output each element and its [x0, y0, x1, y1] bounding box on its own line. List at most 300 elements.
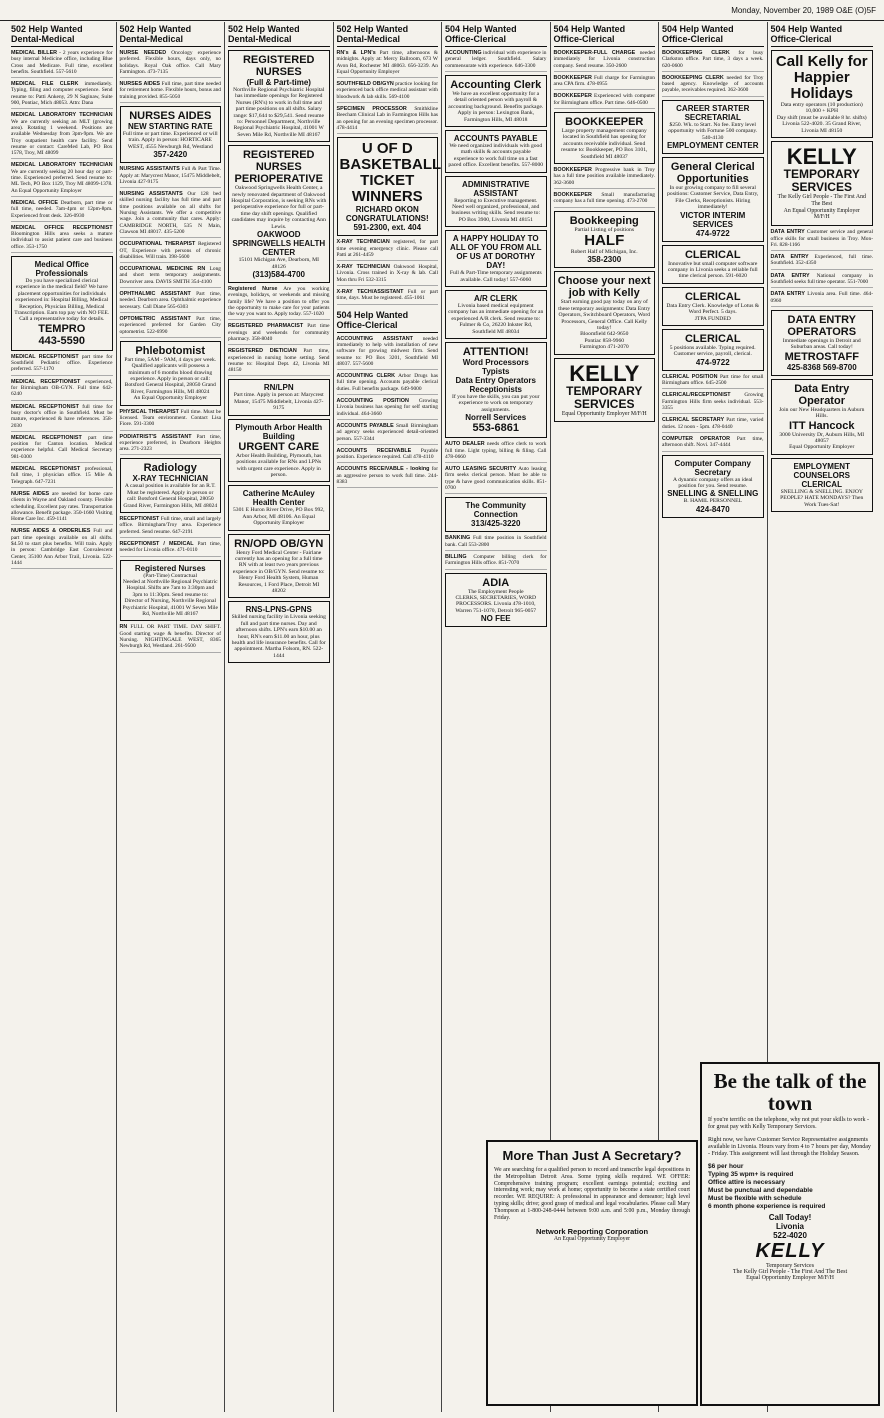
display-ad-title: Data Entry Operator — [794, 382, 850, 407]
classified-ad — [11, 81, 113, 109]
classified-ad — [120, 516, 222, 538]
display-ad — [445, 75, 547, 127]
display-ad-title: Radiology — [143, 462, 197, 475]
classified-ad-text: Dearborn, part time or full time, needed. 7am-4pm or 12pm-8pm. Experienced front desk. 326-0930 — [11, 199, 113, 219]
kelly-subtitle: TEMPORARY SERVICES — [783, 167, 860, 195]
kelly-eoe: Equal Opportunity Employer M/F/H — [561, 410, 647, 417]
display-ad — [228, 419, 330, 483]
classified-ad-text: We are currently seeking an MLT (growing area). Rotating 1 weekend. Positions are available Wednesday from 3pm-9pm. We are Troy outpatient health care facility. Send resume or contact: CareMed Lab, PO Box 1578, Troy, MI 48099 — [11, 118, 113, 157]
display-ad-title: Computer Company Secretary — [674, 458, 751, 477]
ad-list — [120, 50, 222, 103]
display-ad-body: 5 positions available. Typing required. Customer service, payroll, clerical. — [669, 345, 756, 358]
classified-ad-lead: CLERICAL/RECEPTIONIST — [662, 392, 731, 399]
classified-ad — [554, 192, 656, 208]
classified-ad-text: experienced, for Birmingham OB-GYN. Full time 642-6240 — [11, 378, 113, 398]
classified-ad — [11, 466, 113, 488]
classified-ad-lead: SPECIMEN PROCESSOR — [336, 106, 407, 113]
ad-list — [120, 516, 222, 556]
display-ad-phone: 474-9722 — [695, 228, 730, 238]
classified-ad-text: We are currently seeking 20 hour day or part-time. Experienced preferred. Send resume to: ML Tech, PO Box 1129, Troy MI 48099-1378. An Equal Opportunity Employer — [11, 168, 113, 194]
kelly-tagline: The Kelly Girl People - The First And The Best — [777, 194, 866, 207]
classified-ad-text: needed for Troy based agency. Knowledge of accounts payable, receivables required. 362-3600 — [662, 74, 764, 94]
classified-ad-lead: PHYSICAL THERAPIST — [119, 408, 179, 415]
classified-ad — [337, 239, 439, 261]
display-ad — [228, 485, 330, 530]
classified-ad — [120, 50, 222, 78]
classified-ad-lead: NURSE AIDES & ORDERLIES — [11, 528, 91, 535]
display-ad — [445, 342, 547, 438]
talk-ad-intro: If you're terrific on the telephone, why not put your skills to work - for great pay with Kelly Temporary Services. — [708, 1117, 870, 1130]
classified-ad-text: individual with experience in general ledger. Southfield. Salary commensurate with experience. 646-3300 — [445, 50, 547, 69]
classified-ad — [11, 491, 113, 525]
classified-ad-lead: MEDICAL RECEPTIONIST — [11, 403, 79, 410]
display-ad-body: Livonia based medical equipment company has an immediate opening for an experienced A/R clerk. Send resume to: Fulmer & Co, 26220 Inkster Rd, Southfield MI 48034 — [448, 302, 544, 335]
display-ad-subtitle: URGENT CARE — [238, 440, 320, 453]
display-ad — [771, 458, 874, 512]
display-ad — [445, 497, 547, 532]
ad-list — [662, 374, 764, 452]
section-heading: 502 Help Wanted Dental-Medical — [337, 22, 439, 47]
display-ad-phone: 424-8470 — [695, 504, 730, 514]
display-ad-title: REGISTERED NURSES PERIOPERATIVE — [234, 149, 323, 186]
display-ad-address: 3000 University Dr, Auburn Hills, MI 48057 — [779, 431, 865, 444]
display-ad — [662, 455, 764, 518]
display-ad — [228, 534, 330, 599]
kelly-logo-ad — [771, 141, 874, 226]
display-ad-title: CLERICAL — [684, 333, 741, 346]
classified-ad — [554, 167, 656, 189]
display-ad-body: Large property management company located in Southfield has opening for accounts receivable individual. Send resume to: Bookkeeper, PO Box 3101, Southfield MI 48037 — [561, 128, 648, 160]
classified-ad — [120, 191, 222, 238]
display-ad-body: A casual position is available for an R.T. Must be registered. Apply in person or call: Botsford General Hospital, 28050 Grand River, Farmington Hills, MI 48024 — [123, 483, 218, 509]
display-ad-name: Norrell Services — [465, 413, 527, 423]
classified-ad-text: Small manufacturing company has a full time opening. 473-2700 — [553, 192, 655, 205]
display-ad — [554, 112, 656, 164]
classified-ad-text: for busy Clarkston office. Part time, 3 days a week. 620-0600 — [662, 50, 764, 69]
ad-list — [445, 50, 547, 72]
classified-ad-text: Oakwood Hospital, Livonia. Cross trained in X-ray & lab. Call Mon thru Fri 532-3315 — [336, 264, 438, 283]
display-ad-body: Arbor Health Building, Plymouth, has positions available for RNs and LPNs with urgent care experience. Apply in person. — [236, 452, 322, 478]
display-ad-item: Typists — [482, 367, 510, 377]
classified-ad — [11, 225, 113, 253]
kelly-eoe: An Equal Opportunity Employer M/F/H — [783, 207, 860, 221]
column-2 — [117, 22, 226, 1412]
section-heading: 504 Help Wanted Office-Clerical — [662, 22, 764, 47]
display-ad-phone: 443-5590 — [38, 334, 85, 347]
section-heading: 504 Help Wanted Office-Clerical — [337, 308, 439, 333]
classified-ad — [337, 106, 439, 134]
display-ad-name: EMPLOYMENT CENTER — [666, 141, 759, 150]
display-ad — [228, 145, 330, 283]
display-ad — [554, 211, 656, 269]
classified-ad — [337, 81, 439, 103]
secretary-ad-footer: Network Reporting Corporation — [535, 1227, 649, 1237]
display-ad — [445, 176, 547, 228]
display-ad-body: Do you have specialized clerical experience in the medical field? We have placement opportunities for individuals experienced in: Hospital Billing, Medical Reception, Physician Billing, Medical Transcription. Earn top pay with NO FEE. Call a representative today for details. — [14, 278, 110, 323]
talk-ad-body: Right now, we have Customer Service Representative assignments available in Livonia. Hours vary from 4 to 7 hours per day, Monday - Friday. This assignment will last through the Holiday Season. — [708, 1137, 871, 1157]
classified-ad-lead: DATA ENTRY — [770, 254, 809, 261]
display-ad-body: Partial Listing of positions — [574, 226, 634, 233]
classified-ad — [120, 81, 222, 103]
display-ad — [554, 271, 656, 354]
classified-ad-lead: DATA ENTRY — [770, 272, 810, 279]
display-ad-subtitle: The Employment People — [467, 588, 524, 595]
classified-ad — [120, 624, 222, 652]
display-ad-office: Pontiac 858-9960 — [584, 337, 625, 344]
section-heading: 502 Help Wanted Dental-Medical — [120, 22, 222, 47]
display-ad-body: CLERKS, SECRETARIES, WORD PROCESSORS. Livonia 478-1010, Warren 751-1070, Detroit 965-0057 — [455, 594, 537, 614]
display-ad-title: Bookkeeping — [569, 214, 639, 227]
display-ad-title: ADMINISTRATIVE ASSISTANT — [462, 179, 530, 198]
display-ad-body: SNELLING & SNELLING. ENJOY PEOPLE? HATE MONDAYS? Then Work Tues-Sat! — [780, 488, 864, 508]
talk-ad-phone: 522-4020 — [773, 1231, 807, 1240]
classified-ad-lead: OPTOMETRIC ASSISTANT — [119, 315, 191, 322]
talk-ad-eoe: Equal Opportunity Employer M/F/H — [746, 1275, 834, 1281]
display-ad — [445, 130, 547, 173]
classified-ad — [11, 354, 113, 376]
classified-ad — [337, 264, 439, 286]
classified-ad — [662, 50, 764, 72]
classified-ad-lead: BANKING — [445, 535, 471, 542]
display-ad-address: Livonia 522-4020. 35 Grand River, Livonia MI 48150 — [782, 121, 862, 134]
classified-ad-text: Full charge for Farmington area CPA firm. 478-0955 — [553, 74, 655, 88]
classified-ad-text: Full time, part time needed for retirement home. Flexible hours, bonus and training provided. 855-5050 — [119, 81, 222, 100]
display-ad — [228, 601, 330, 663]
classified-ad-text: registered, for part time evening emergency clinic. Please call Patti at 261-4459 — [336, 239, 438, 258]
classified-ad-lead: NURSING ASSISTANTS — [119, 191, 183, 198]
ad-list — [337, 336, 439, 489]
ad-list — [445, 441, 547, 494]
display-ad-title: RN/OPD OB/GYN — [234, 537, 324, 550]
classified-ad — [337, 423, 439, 445]
classified-ad-lead: SOUTHFIELD OB/GYN — [336, 81, 394, 88]
classified-ad-text: Part time, varied duties. 12 noon - 5pm. 478-0440 — [662, 417, 764, 430]
display-ad-subtitle: (Full & Part-time) — [246, 78, 311, 87]
ad-list — [554, 50, 656, 109]
display-ad-body: Needed at Northville Regional Psychiatric Hospital. Shifts are 7am to 3:30pm and 3pm to 11:30pm. Send resume to: Director of Nursing, Northville Regional Psychiatric Hospital, 41001 W Seven Mile Rd, Northville MI 48167 — [122, 578, 218, 617]
display-ad-subtitle: CONGRATULATIONS! — [345, 214, 429, 224]
talk-ad-item: Must be punctual and dependable — [708, 1187, 813, 1194]
classified-ad-text: Part time, needed for Livonia office. 471-0110 — [119, 540, 221, 554]
display-ad-title: The Community Connection — [465, 501, 526, 520]
display-ad-title: Medical Office Professionals — [34, 260, 89, 279]
display-ad-title: BOOKKEEPER — [565, 116, 644, 129]
classified-ad — [445, 441, 547, 463]
display-ad-office: Farmington 471-2070 — [579, 344, 629, 351]
display-ad-body: Skilled nursing facility in Livonia seeking full and part time nurses. Day and afternoon shifts. LPN's earn $10.00 an hour, RN's earn $11.00 an hour, plus health and life insurance benefits. Call for appointment. Martha Folsom, RN. 522-1444 — [231, 614, 326, 659]
display-ad-phone: 358-2300 — [587, 255, 622, 265]
kelly-logo: KELLY — [786, 144, 857, 170]
classified-ad — [120, 541, 222, 557]
ad-list — [120, 624, 222, 652]
classified-ad-lead: RN — [119, 624, 128, 631]
display-ad-title: A/R CLERK — [473, 293, 518, 303]
display-ad-name: VICTOR INTERIM SERVICES — [680, 210, 746, 229]
display-ad-body: We have an excellent opportunity for a detail oriented person with payroll & accounting background. Benefits package. Apply in person: Lexington Bank, Farmington Hills, MI 48018 — [448, 90, 544, 123]
display-ad-item: Day shift (must be available 8 hr. shifts) — [776, 114, 867, 121]
classified-ad-lead: ACCOUNTS RECEIVABLE - looking — [336, 466, 430, 473]
display-ad-body: Data Entry Clerk. Knowledge of Lotus & Word Perfect. 5 days. — [666, 302, 760, 316]
display-ad-body: Immediate openings in Detroit and Suburban areas. Call today! — [782, 337, 861, 351]
classified-ad — [554, 50, 656, 72]
classified-ad-lead: PODIATRIST'S ASSISTANT — [119, 433, 192, 440]
classified-ad-text: Full time position in Southfield bank. Call 553-2800 — [445, 535, 547, 548]
classified-ad-lead: BOOKKEEPER — [553, 167, 592, 174]
classified-ad-lead: AUTO DEALER — [445, 441, 485, 448]
display-ad-title: U OF D BASKETBALL TICKET WINNERS — [339, 140, 442, 206]
section-heading: 504 Help Wanted Office-Clerical — [771, 22, 874, 47]
display-ad-title: Plymouth Arbor Health Building — [235, 422, 323, 441]
page-header — [0, 0, 884, 21]
display-ad-phone: 474-9722 — [695, 357, 730, 367]
classified-ad-text: practice looking for experienced back office medical assistant with bloodwork & lab skills. 569-4100 — [336, 81, 438, 100]
classified-ad-text: FULL OR PART TIME. DAY SHIFT. Good starting wage & benefits. Director of Nursing. NIGHTINGALE WEST, 8365 Newburgh Rd, Westland. 261-9500 — [119, 624, 221, 650]
display-ad-title: EMPLOYMENT COUNSELORS CLERICAL — [793, 461, 850, 489]
secretary-display-ad — [486, 1140, 698, 1406]
ad-list — [120, 166, 222, 338]
secretary-ad-body: We are searching for a qualified person to record and transcribe legal depositions in the Metropolitan Detroit Area. Some typing skills required. WE OFFER: Comprehensive training program; excellent earnings potential; exciting and interesting work; may work at home; opportunity to become a state certified court recorder. WE REQUIRE: A professional in appearance and demeanor; high level typing skills; drive; good grasp of medical and legal vocabularies. Please call Mary Thompson at 1-800-248-0444 between 9:00 a.m. and 5:00 p.m., Monday through Friday. — [494, 1167, 690, 1221]
classified-ad-lead: BOOKKEEPING CLERK — [662, 50, 730, 56]
classified-ad-text: Part time, experienced preferred for Garden City optometrist. 522-6990 — [119, 315, 221, 335]
classified-ad-lead: NURSE AIDES — [11, 490, 50, 497]
classified-ad-lead: RN's & LPN's — [336, 50, 376, 56]
classified-ad-lead: DATA ENTRY — [770, 291, 805, 298]
section-heading: 504 Help Wanted Office-Clerical — [445, 22, 547, 47]
display-ad — [662, 157, 764, 242]
classified-ad-lead: MEDICAL LABORATORY TECHNICIAN — [11, 162, 113, 169]
kelly-subtitle: TEMPORARY SERVICES — [566, 383, 643, 411]
kelly-logo: KELLY — [569, 360, 640, 386]
classified-ad-text: Arbor Drugs has full time opening. Accounts payable clerical duties. Full benefits package. 649-9000 — [336, 373, 438, 392]
display-ad — [11, 256, 113, 351]
display-ad-eoe: Equal Opportunity Employer — [789, 444, 855, 451]
classified-ad-text: Full or part time, days. Must be registered. 455-1061 — [336, 289, 438, 302]
classified-ad-text: Part time, experienced in nursing home setting. Send resume to: Hospital Dept. 42, Livonia MI 48150 — [228, 348, 330, 374]
display-ad-body: Oakwood Springwells Health Center, a newly renovated department of Oakwood Hospital Corporation, is seeking RNs with perioperative experience for full or part-time day shift openings. Qualified candidates may inquire by contacting Ann Lewis. — [231, 185, 327, 230]
display-ad-title: Phlebotomist — [135, 344, 206, 357]
classified-ad-lead: MEDICAL LABORATORY TECHNICIAN — [11, 112, 113, 119]
classified-ad-text: Part time for small Birmingham office. 645-2500 — [662, 373, 764, 387]
display-ad — [771, 310, 874, 376]
display-ad-body: Part time. Apply in person at: Marycrest Manor, 15475 Middlebelt, Livonia 427-9175 — [233, 392, 324, 412]
display-ad-body: Full time or part time. Experienced or will train. Apply in person: HORTICARE WEST, 4555 Newburgh Rd, Westland — [122, 131, 218, 150]
display-ad-title: CLERICAL — [684, 290, 741, 303]
section-heading: 504 Help Wanted Office-Clerical — [554, 22, 656, 47]
classified-ad-lead: MEDICAL OFFICE — [11, 199, 58, 206]
classified-ad — [554, 75, 656, 91]
section-heading: 502 Help Wanted Dental-Medical — [11, 22, 113, 47]
classified-ad-text: Livonia area. Full time. 464-0960 — [770, 291, 873, 304]
display-ad — [120, 341, 222, 406]
display-ad-title: REGISTERED NURSES — [242, 54, 315, 78]
kelly-logo-subtitle: Temporary Services — [765, 1263, 815, 1269]
classified-ad — [120, 266, 222, 288]
ad-list — [662, 50, 764, 97]
classified-ad — [11, 112, 113, 159]
display-ad-subtitle: Robert Half of Michigan, Inc. — [570, 249, 638, 255]
display-ad-title: A HAPPY HOLIDAY TO ALL OF YOU FROM ALL OF US AT DOROTHY DAY! — [450, 234, 542, 271]
display-ad — [771, 379, 874, 455]
column-1 — [8, 22, 117, 1412]
display-ad-phone: 357-2420 — [153, 150, 188, 160]
classified-ad — [662, 417, 764, 433]
display-ad — [120, 560, 222, 622]
classified-ad — [337, 336, 439, 370]
classified-ad-lead: MEDICAL BILLER — [11, 50, 58, 56]
classified-ad — [445, 535, 547, 551]
display-ad-phone: 591-2300, ext. 404 — [353, 223, 422, 233]
display-ad-item: Word Processors — [462, 358, 529, 368]
classified-ad — [11, 435, 113, 463]
classified-ad — [11, 379, 113, 401]
classified-ad-lead: OCCUPATIONAL THERAPIST — [119, 241, 196, 248]
display-ad-title: DATA ENTRY OPERATORS — [787, 313, 857, 338]
display-ad-title: Registered Nurses — [134, 563, 206, 573]
ad-list — [445, 535, 547, 569]
classified-ad-text: professional, full time, 1 physician office. 15 Mile & Telegraph. 647-7231 — [11, 466, 113, 485]
classified-ad-lead: COMPUTER OPERATOR — [662, 435, 730, 442]
talk-ad-item: Must be flexible with schedule — [708, 1195, 802, 1202]
talk-ad-item: $6 per hour — [708, 1163, 744, 1170]
secretary-ad-title: More Than Just A Secretary? — [502, 1148, 682, 1163]
display-ad-item: 10,000 + KPH — [805, 108, 839, 115]
display-ad-body: If you have the skills, you can put your experience to work on temporary assignments. — [452, 394, 540, 413]
classified-ad-text: National company in Southfield seeks full time operator. 551-7000 — [770, 272, 873, 285]
talk-ad-title: Be the talk of the town — [713, 1069, 867, 1115]
display-ad-title: ACCOUNTS PAYABLE — [453, 133, 538, 143]
display-ad — [120, 106, 222, 163]
display-ad-body: We need organized individuals with good math skills & accounts payable experience to work full time on a fast paced office. Excellent benefits. 557-8000 — [448, 142, 544, 169]
display-ad-office: Bloomfield 642-9650 — [580, 331, 629, 338]
display-ad-body: Join our New Headquarters in Auburn Hills. — [779, 406, 865, 420]
kelly-tagline: The Kelly Girl People - The First And The Best — [732, 1269, 848, 1275]
ad-list — [11, 354, 113, 569]
ad-list — [228, 286, 330, 377]
talk-of-town-display-ad — [700, 1062, 880, 1406]
classified-ad-text: - 2 years experience for busy internal Medicine office, including Blue Cross and Medicare. Full time, excellent benefits. Southfield. 557-5610 — [11, 50, 113, 75]
classified-ad — [228, 286, 330, 320]
display-ad-title: Call Kelly for Happier Holidays — [775, 53, 868, 102]
talk-ad-item: Office attire is necessary — [708, 1179, 785, 1186]
display-ad — [662, 245, 764, 284]
display-ad-title: CLERICAL — [684, 248, 741, 261]
display-ad-body: Reporting to Executive management. Need well organized, professional, and business writing skills. Send resume to: PO Box 3900, Livonia MI 48151 — [451, 197, 541, 223]
classified-ad — [445, 554, 547, 570]
classified-ad-text: Part time evenings and weekends for community pharmacy. 358-8040 — [228, 323, 330, 342]
classified-ad — [228, 323, 330, 345]
classified-ad-lead: X-RAY TECHNICIAN — [336, 239, 390, 246]
classified-ad-text: Computer billing clerk for Farmington Hills office. 851-7070 — [445, 553, 547, 567]
display-ad-name: OAKWOOD SPRINGWELLS HEALTH CENTER — [232, 230, 326, 258]
classified-ad-lead: MEDICAL FILE CLERK — [11, 81, 79, 88]
classified-ad-text: part time position for Canton location. Medical experience helpful. Call Medical Secretary 981-0300 — [11, 434, 113, 460]
talk-ad-cta: Call Today! — [768, 1213, 812, 1222]
display-ad — [445, 573, 547, 628]
classified-ad-text: needed immediately to help with installation of new software for growing midwest firm. Send resume to: PO Box 3201, Southfield MI 48037. 557-5600 — [336, 335, 438, 367]
classified-ad-lead: DATA ENTRY — [770, 229, 805, 236]
classified-ad — [337, 373, 439, 395]
classified-ad-text: Smithkline Beecham Clinical Lab in Farmington Hills has an opening for an evening specimen processor. 478-4414 — [336, 106, 438, 131]
column-3 — [225, 22, 334, 1412]
classified-ad — [554, 93, 656, 109]
classified-ad-text: Part time, afternoon shift. Novi. 347-4444 — [662, 435, 764, 449]
classified-ad — [337, 398, 439, 420]
talk-ad-requirements — [708, 1163, 878, 1211]
classified-ad — [445, 466, 547, 494]
classified-ad — [228, 348, 330, 376]
classified-ad-lead: CLERICAL SECRETARY — [662, 417, 725, 424]
classified-ad-lead: BOOKKEEPER — [553, 192, 592, 198]
classified-ad-lead: Registered Nurse — [228, 285, 278, 292]
classified-ad — [11, 162, 113, 196]
display-ad-subtitle: X-RAY TECHNICIAN — [132, 474, 209, 484]
display-ad-title: Accounting Clerk — [450, 78, 542, 91]
classified-ad-lead: BOOKKEEPING CLERK — [662, 74, 724, 81]
classified-ad — [11, 528, 113, 569]
classified-ad-text: Part time, experience preferred, in Dearborn Heights area. 271-2323 — [119, 433, 221, 453]
masthead-date: Monday, November 20, 1989 O&E (O)5F — [731, 6, 876, 15]
classified-ad-lead: MEDICAL RECEPTIONIST — [11, 378, 81, 385]
ad-list — [337, 239, 439, 304]
classified-ad-text: immediately. Typing, filing and computer experience. Send resume to: Patti Ankeny, 29 N Saginaw, Suite 900, Pontiac, Mich 48053. Attn: Dana — [11, 81, 113, 107]
classified-ad — [445, 50, 547, 72]
classified-ad-lead: BOOKKEEPER-FULL CHARGE — [553, 50, 636, 56]
classified-ad-lead: NURSES AIDES — [119, 81, 161, 88]
classified-ad-lead: BOOKKEEPER — [553, 93, 592, 100]
classified-ad — [120, 409, 222, 431]
classified-ad-text: Part time, needed. Dearborn area. Ophthalmic experience necessary. Call Diane 565-6303 — [119, 291, 221, 310]
classified-ad-text: Bloomington Hills area seeks a mature individual to assist patient care and business office. 353-1750 — [11, 231, 113, 250]
classified-ad — [337, 466, 439, 488]
classified-ad — [11, 50, 113, 78]
display-ad-title: Catherine McAuley Health Center — [242, 489, 315, 508]
display-ad — [120, 458, 222, 513]
classified-ad — [771, 254, 874, 270]
classified-ad — [662, 436, 764, 452]
display-ad-title: NURSES AIDES — [129, 110, 212, 123]
classified-ad — [120, 291, 222, 313]
display-ad-subtitle: NEW STARTING RATE — [127, 122, 213, 132]
display-ad-body: Northville Regional Psychiatric Hospital has immediate openings for Registered Nurses (RN's) to work in full time and part time positions on all shifts. Salary range: $17,644 to $29,541. Send resume to: Personnel Department, Northville Regional Psychiatric Hospital, 41001 W Seven Mile Rd, Northville MI 48167 — [233, 87, 325, 138]
display-ad-body: Part time, 5AM - 9AM, 4 days per week. Qualified applicants will possess a minimum of 6 months blood drawing experience. Apply in person or call: Botsford General Hospital, 28050 Grand River, Farmington Hills, MI 48024 — [124, 356, 217, 395]
ad-list — [771, 229, 874, 307]
classified-ad-text: for an aggressive person to work full time. 244-8383 — [336, 466, 438, 485]
classified-ad-text: Full time. Must be licensed. Team environment. Contact Lisa Fiore. 591-3300 — [119, 408, 221, 428]
display-ad — [662, 329, 764, 371]
ad-list — [337, 50, 439, 134]
column-4 — [334, 22, 443, 1412]
classified-ad-lead: ACCOUNTING — [445, 50, 482, 56]
display-ad — [228, 379, 330, 415]
display-ad-address: 15101 Michigan Ave, Dearborn, MI 48126 — [238, 257, 319, 270]
classified-ad-lead: ACCOUNTING CLERK — [336, 373, 396, 380]
display-ad-body: Innovative but small computer software company in Livonia seeks a reliable full time clerical person. 591-6020 — [667, 260, 758, 280]
classified-ad-text: Oncology experience preferred. Flexible hours, days only, no holidays. Royal Oak office. Call Mary Farmington. 473-7135 — [119, 50, 221, 75]
ad-list — [554, 167, 656, 207]
display-ad-phone: 425-8368 569-8700 — [786, 362, 857, 372]
kelly-logo: KELLY — [755, 1240, 825, 1262]
classified-ad-lead: OCCUPATIONAL MEDICINE RN — [119, 266, 206, 273]
classified-ad-text: Experienced, full time. Southfield. 352-4350 — [770, 254, 873, 267]
classified-ad-lead: NURSING ASSISTANTS — [119, 166, 180, 173]
classified-ad-text: Auto leasing firm seeks clerical person. Must be able to type & have good communication skills. 851-0700 — [445, 466, 547, 492]
display-ad — [337, 137, 442, 236]
classified-ad-lead: ACCOUNTS RECEIVABLE — [336, 447, 412, 454]
classified-ad-text: Growing Farmington Hills firm seeks individual. 553-3355 — [662, 392, 764, 412]
classified-ad-lead: RECEPTIONIST — [119, 516, 160, 523]
classified-ad-text: Registered OT, Experience with persons of chronic disabilities. Will train. 398-5600 — [119, 241, 221, 260]
classified-ad-text: Full and part time openings available on all shifts. $4.50 to start plus benefits. Will train. Apply in person: Cambridge East Convalescent Center, 35100 Ann Arbor Trail, Livonia. 522-1444 — [11, 528, 113, 566]
